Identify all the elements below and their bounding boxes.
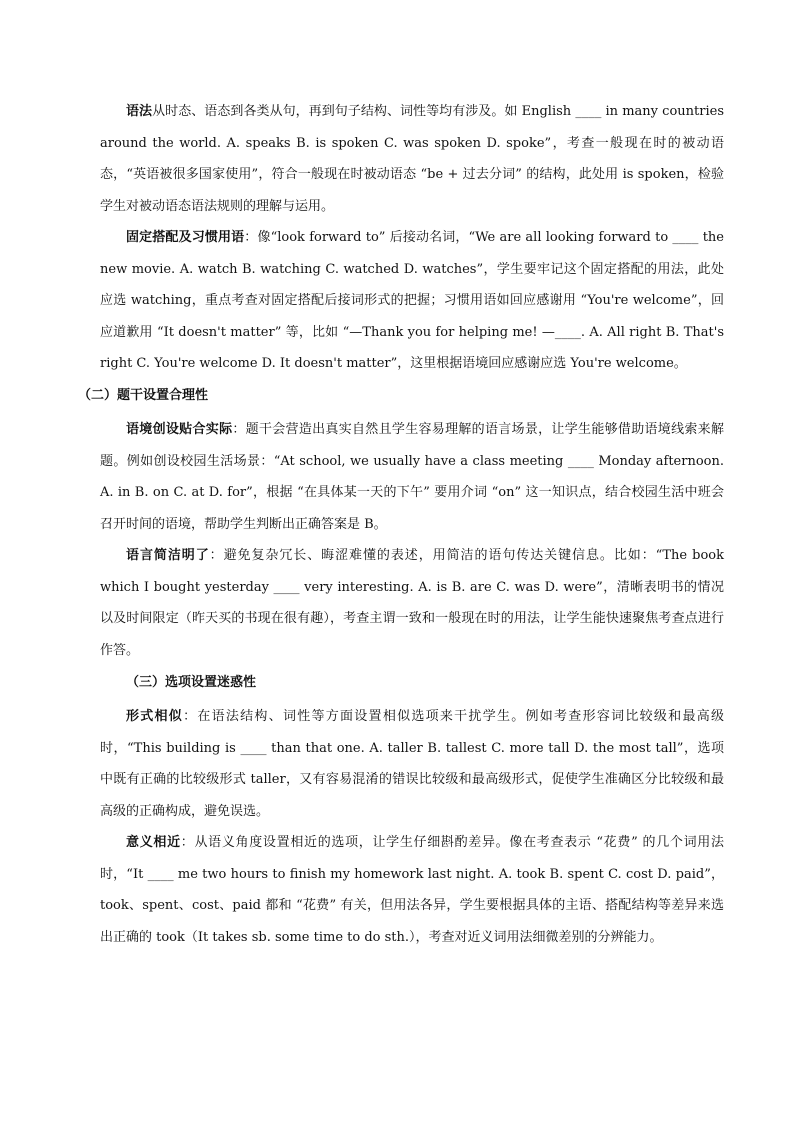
term-grammar: 语法 bbox=[126, 104, 153, 119]
paragraph-grammar-text: 从时态、语态到各类从句，再到句子结构、词性等均有涉及。如 English ____ in many countries around the world. A. speaks B. is spoken C. was spoken D. spoke”，考查一般现在时的被动语态，“英语被很多国家使用”，符合一般现在时被动语态 “be + 过去分词” 的结构，此处用 is spoken，检验学生对被动语态语法规则的理解与运用。 bbox=[100, 104, 724, 214]
paragraph-fixed-collocations-text: ：像“look forward to” 后接动名词，“We are all looking forward to ____ the new movie. A. watch B. watching C. watched D. watches”，学生要牢记这个固定搭配的用法，此处应选 watching，重点考查对固定搭配后接词形式的把握；习惯用语如回应感谢用 “You're welcome”，回应道歉用 “It doesn't matter” 等，比如 “—Thank you for helping me! —____. A. All right B. That's right C. You're welcome D. It doesn't matter”，这里根据语境回应感谢应选 You're welcome。 bbox=[100, 230, 724, 371]
term-context-creation: 语境创设贴合实际 bbox=[126, 422, 233, 437]
paragraph-grammar bbox=[100, 96, 724, 222]
paragraph-similar-meaning-text: ：从语义角度设置相近的选项，让学生仔细斟酌差异。像在考查表示 “花费” 的几个词用法时，“It ____ me two hours to finish my homework last night. A. took B. spent C. cost D. paid”，took、spent、cost、paid 都和 “花费” 有关，但用法各异，学生要根据具体的主语、搭配结构等差异来选出正确的 took（It takes sb. some time to do sth.），考查对近义词用法细微差别的分辨能力。 bbox=[100, 835, 724, 945]
paragraph-concise-language-text: ：避免复杂冗长、晦涩难懂的表述，用简洁的语句传达关键信息。比如：“The book which I bought yesterday ____ very interesting. A. is B. are C. was D. were”，清晰表明书的情况以及时间限定（昨天买的书现在很有趣），考查主谓一致和一般现在时的用法，让学生能快速聚焦考查点进行作答。 bbox=[100, 548, 724, 658]
paragraph-similar-form bbox=[100, 701, 724, 827]
section-heading-stem-design: （二）题干设置合理性 bbox=[78, 388, 209, 403]
paragraph-similar-form-text: ：在语法结构、词性等方面设置相似选项来干扰学生。例如考查形容词比较级和最高级时，“This building is ____ than that one. A. taller B. tallest C. more tall D. the most tall”，选项中既有正确的比较级形式 taller，又有容易混淆的错误比较级和最高级形式，促使学生准确区分比较级和最高级的正确构成，避免误选。 bbox=[100, 709, 724, 819]
paragraph-fixed-collocations bbox=[100, 222, 724, 380]
paragraph-context-creation-text: ：题干会营造出真实自然且学生容易理解的语言场景，让学生能够借助语境线索来解题。例如创设校园生活场景：“At school, we usually have a class meeting ____ Monday afternoon. A. in B. on C. at D. for”，根据 “在具体某一天的下午” 要用介词 “on” 这一知识点，结合校园生活中班会召开时间的语境，帮助学生判断出正确答案是 B。 bbox=[100, 422, 724, 532]
paragraph-concise-language bbox=[100, 540, 724, 666]
paragraph-context-creation bbox=[100, 414, 724, 540]
term-fixed-collocations: 固定搭配及习惯用语 bbox=[126, 230, 245, 245]
term-similar-meaning: 意义相近 bbox=[126, 835, 181, 850]
term-concise-language: 语言简洁明了 bbox=[126, 548, 210, 563]
term-similar-form: 形式相似 bbox=[126, 709, 184, 724]
paragraph-similar-meaning bbox=[100, 827, 724, 953]
section-heading-option-design: （三）选项设置迷惑性 bbox=[126, 675, 257, 690]
